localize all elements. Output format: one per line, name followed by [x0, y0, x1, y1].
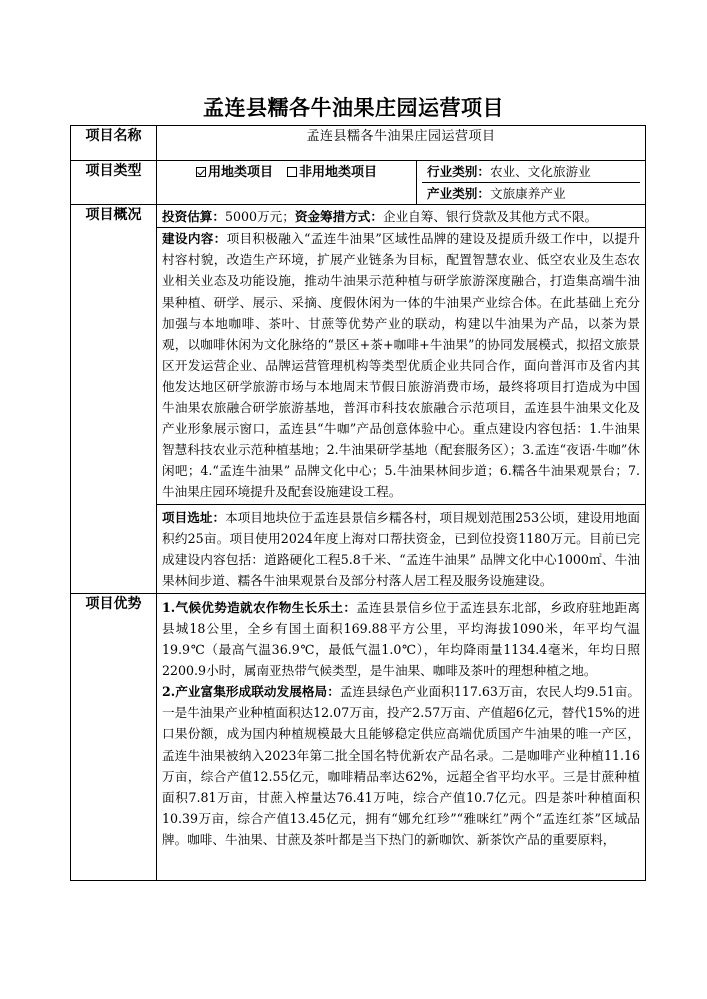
advantage-paragraph-2 — [162, 681, 640, 850]
row-project-name — [71, 126, 646, 161]
advantage-paragraph-1 — [162, 597, 640, 681]
option-nonland-label: 非用地类项目 — [299, 165, 378, 180]
project-type-options — [157, 161, 417, 205]
row-site — [71, 504, 646, 593]
row-investment — [71, 205, 646, 228]
advantage-1-text: 孟连县景信乡位于孟连县东北部，乡政府驻地距离县城18公里，全乡有国土面积169.88平方公里，平均海拔1090米，年平均气温19.9℃（最高气温36.9℃，最低气温1.0℃），年均降雨量1134.4毫米，年均日照2200.9小时，属南亚热带气候类型，是牛油果、咖啡及茶叶的理想种植之地。 — [162, 599, 641, 679]
advantage-2-text: 孟连县绿色产业面积117.63万亩，农民人均9.51亩。一是牛油果产业种植面积达12.07万亩，投产2.57万亩、产值超6亿元，替代15%的进口果份额，成为国内种植规模最大且能够稳定供应高端优质国产牛油果的唯一产区，孟连牛油果被纳入2023年第二批全国名特优新农产品名录。二是咖啡产业种植11.16万亩，综合产值12.55亿元，咖啡精品率达62%，远超全省平均水平。三是甘蔗种植面积7.81万亩，甘蔗入榨量达76.41万吨，综合产值10.7亿元。四是茶叶种植面积10.39万亩，综合产值13.45亿元，拥有“娜允红珍”“雅咪红”两个“孟连红茶”区域品牌。咖啡、牛油果、甘蔗及茶叶都是当下热门的新咖饮、新茶饮产品的重要原料， — [162, 684, 641, 847]
industry-value: 农业、文化旅游业 — [489, 164, 591, 179]
industry-label: 行业类别： — [427, 164, 490, 179]
row-construction — [71, 228, 646, 504]
checkbox-unchecked-icon[interactable] — [287, 167, 297, 177]
category-table — [422, 161, 640, 204]
advantage-2-heading: 2.产业富集形成联动发展格局： — [162, 684, 340, 700]
advantage-1-heading: 1.气候优势造就农作物生长乐土： — [162, 599, 357, 615]
construction-cell — [157, 228, 646, 504]
site-label: 项目选址： — [162, 509, 226, 525]
advantages-cell — [157, 593, 646, 880]
row-advantages — [71, 593, 646, 880]
overview-label: 项目概况 — [71, 205, 157, 594]
investment-label: 投资估算： — [162, 209, 225, 225]
investment-value: 5000万元； — [224, 209, 295, 225]
industry-category — [422, 161, 640, 183]
sector-category — [422, 183, 640, 205]
row-project-type — [71, 161, 646, 205]
project-name-label: 项目名称 — [71, 126, 157, 161]
funding-label: 资金筹措方式： — [294, 209, 383, 225]
funding-value: 企业自筹、银行贷款及其他方式不限。 — [382, 209, 598, 225]
project-table — [70, 125, 646, 881]
project-name-value: 孟连县糯各牛油果庄园运营项目 — [157, 126, 646, 161]
site-cell — [157, 504, 646, 593]
sector-value: 文旅康养产业 — [489, 186, 566, 202]
category-cell — [417, 161, 646, 205]
sector-label: 产业类别： — [427, 186, 490, 202]
checkbox-checked-icon[interactable] — [196, 167, 206, 177]
construction-label: 建设内容： — [162, 231, 227, 247]
construction-text: 项目积极融入“孟连牛油果”区域性品牌的建设及提质升级工作中，以提升村容村貌，改造生产环境，扩展产业链条为目标，配置智慧农业、低空农业及生态农业相关业态及功能设施，推动牛油果示范种植与研学旅游深度融合，打造集高端牛油果种植、研学、展示、采摘、度假休闲为一体的牛油果产业综合体。在此基础上充分加强与本地咖啡、茶叶、甘蔗等优势产业的联动，构建以牛油果为产品，以茶为景观，以咖啡休闲为文化脉络的“景区+茶+咖啡+牛油果”的协同发展模式，拟招文旅景区开发运营企业、品牌运营管理机构等类型优质企业共同合作，面向普洱市及省内其他发达地区研学旅游市场与本地周末节假日旅游消费市场，最终将项目打造成为中国牛油果农旅融合研学旅游基地，普洱市科技农旅融合示范项目，孟连县牛油果文化及产业形象展示窗口，孟连县“牛咖”产品创意体验中心。重点建设内容包括：1.牛油果智慧科技农业示范种植基地；2.牛油果研学基地（配套服务区）；3.孟连“夜语·牛咖”休闲吧；4.“孟连牛油果” 品牌文化中心；5.牛油果林间步道；6.糯各牛油果观景台；7.牛油果庄园环境提升及配套设施建设工程。 — [162, 231, 641, 500]
option-land-label: 用地类项目 — [207, 165, 273, 180]
project-type-label: 项目类型 — [71, 161, 157, 205]
advantages-label: 项目优势 — [71, 593, 157, 880]
investment-cell — [157, 205, 646, 228]
site-text: 本项目地块位于孟连县景信乡糯各村，项目规划范围253公顷，建设用地面积约25亩。项目使用2024年度上海对口帮扶资金，已到位投资1180万元。目前已完成建设内容包括：道路硬化工程5.8千米、“孟连牛油果” 品牌文化中心1000㎡、牛油果林间步道、糯各牛油果观景台及部分村落人居工程及服务设施建设。 — [162, 509, 641, 588]
document-title: 孟连县糯各牛油果庄园运营项目 — [203, 95, 504, 120]
